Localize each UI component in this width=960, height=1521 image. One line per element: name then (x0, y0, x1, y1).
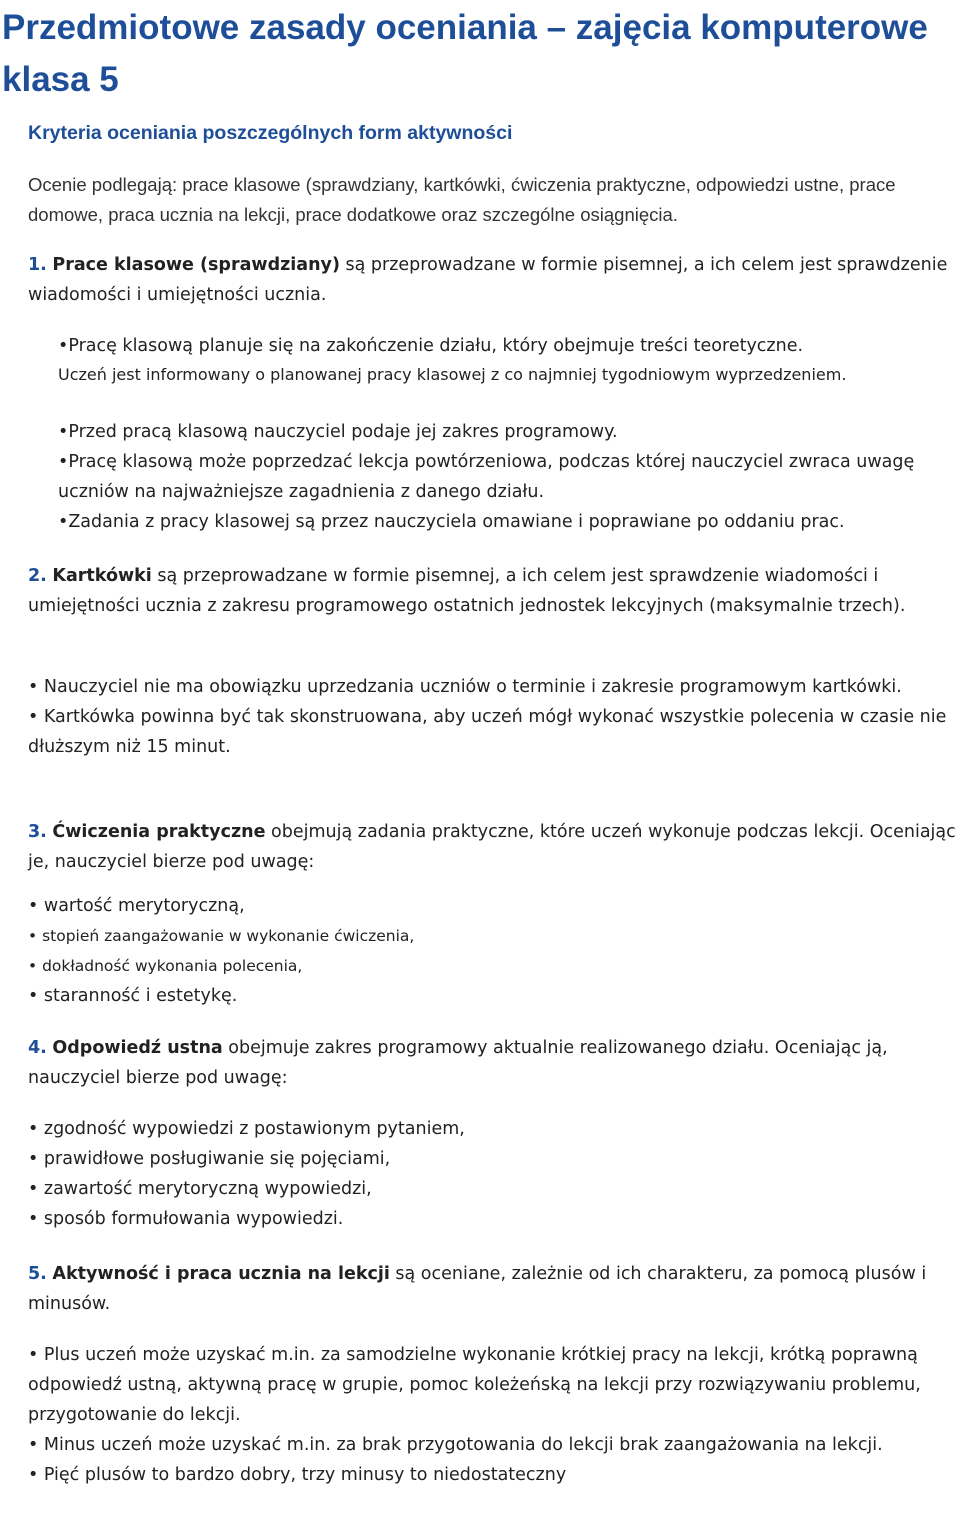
section-2-text: są przeprowadzane w formie pisemnej, a ich celem jest sprawdzenie wiadomości i umiejętności ucznia z zakresu programowego ostatnich jednostek lekcyjnych (maksymalnie trzech). (28, 566, 906, 616)
section-5-bullet-1: • Plus uczeń może uzyskać m.in. za samodzielne wykonanie krótkiej pracy na lekcji, krótką poprawną odpowiedź ustną, aktywną pracę w grupie, pomoc koleżeńską na lekcji przy rozwiązywaniu problemu, przygotowanie do lekcji. (28, 1345, 921, 1425)
section-1-note: Uczeń jest informowany o planowanej pracy klasowej z co najmniej tygodniowym wyprzedzeniem. (58, 365, 847, 384)
section-5-text: są oceniane, zależnie od ich charakteru, za pomocą plusów i minusów. (28, 1264, 927, 1314)
section-2-number: 2. (28, 566, 47, 586)
section-1-paragraph (28, 250, 958, 310)
section-3-bullets (28, 891, 958, 1011)
section-1-bullet-4: •Zadania z pracy klasowej są przez nauczyciela omawiane i poprawiane po oddaniu prac. (58, 512, 845, 532)
section-1-bullets (58, 331, 958, 361)
section-1-bullet-1: •Pracę klasową planuje się na zakończenie działu, który obejmuje treści teoretyczne. (58, 336, 804, 356)
section-5-number: 5. (28, 1264, 47, 1284)
section-4-bullet-1: • zgodność wypowiedzi z postawionym pytaniem, (28, 1119, 465, 1139)
section-3-number: 3. (28, 822, 47, 842)
section-5-bullet-3: • Pięć plusów to bardzo dobry, trzy minusy to niedostateczny (28, 1465, 567, 1485)
section-1-number: 1. (28, 255, 47, 275)
section-1-bullet-3: •Pracę klasową może poprzedzać lekcja powtórzeniowa, podczas której nauczyciel zwraca uwagę uczniów na najważniejsze zagadnienia z danego działu. (58, 452, 915, 502)
section-2-bullet-1: • Nauczyciel nie ma obowiązku uprzedzania uczniów o terminie i zakresie programowym kartkówki. (28, 677, 902, 697)
section-5-bullet-2: • Minus uczeń może uzyskać m.in. za brak przygotowania do lekcji brak zaangażowania na lekcji. (28, 1435, 883, 1455)
section-1-bullets-2 (58, 417, 958, 537)
section-2-paragraph (28, 561, 958, 621)
section-1-text: są przeprowadzane w formie pisemnej, a ich celem jest sprawdzenie wiadomości i umiejętności ucznia. (28, 255, 948, 305)
section-1-bullet-2: •Przed pracą klasową nauczyciel podaje jej zakres programowy. (58, 422, 618, 442)
section-3-bullet-3: • dokładność wykonania polecenia, (28, 957, 303, 975)
section-4-bullet-3: • zawartość merytoryczną wypowiedzi, (28, 1179, 372, 1199)
section-subtitle: Kryteria oceniania poszczególnych form aktywności (28, 122, 513, 144)
section-4-bullet-2: • prawidłowe posługiwanie się pojęciami, (28, 1149, 391, 1169)
section-2-bullets (28, 672, 958, 762)
section-4-bullet-4: • sposób formułowania wypowiedzi. (28, 1209, 344, 1229)
intro-paragraph: Ocenie podlegają: prace klasowe (sprawdziany, kartkówki, ćwiczenia praktyczne, odpowiedzi ustne, prace domowe, praca ucznia na lekcji, prace dodatkowe oraz szczególne osiągnięcia. (28, 174, 896, 225)
section-4-paragraph (28, 1033, 958, 1093)
section-3-text: obejmują zadania praktyczne, które uczeń wykonuje podczas lekcji. Oceniając je, nauczyciel bierze pod uwagę: (28, 822, 956, 872)
document-title: Przedmiotowe zasady oceniania – zajęcia komputerowe klasa 5 (2, 8, 928, 99)
section-5-paragraph (28, 1259, 958, 1319)
section-5-name: Aktywność i praca ucznia na lekcji (52, 1264, 390, 1284)
section-1-name: Prace klasowe (sprawdziany) (52, 255, 340, 275)
section-4-number: 4. (28, 1038, 47, 1058)
section-4-name: Odpowiedź ustna (52, 1038, 223, 1058)
section-3-bullet-1: • wartość merytoryczną, (28, 896, 245, 916)
section-2-bullet-2: • Kartkówka powinna być tak skonstruowana, aby uczeń mógł wykonać wszystkie polecenia w czasie nie dłuższym niż 15 minut. (28, 707, 947, 757)
section-5-bullets (28, 1340, 958, 1490)
section-2-name: Kartkówki (52, 566, 152, 586)
section-4-bullets (28, 1114, 958, 1234)
section-3-bullet-4: • staranność i estetykę. (28, 986, 238, 1006)
section-4-text: obejmuje zakres programowy aktualnie realizowanego działu. Oceniając ją, nauczyciel bierze pod uwagę: (28, 1038, 888, 1088)
section-3-bullet-2: • stopień zaangażowanie w wykonanie ćwiczenia, (28, 927, 415, 945)
section-3-paragraph (28, 817, 958, 877)
section-3-name: Ćwiczenia praktyczne (52, 822, 266, 842)
